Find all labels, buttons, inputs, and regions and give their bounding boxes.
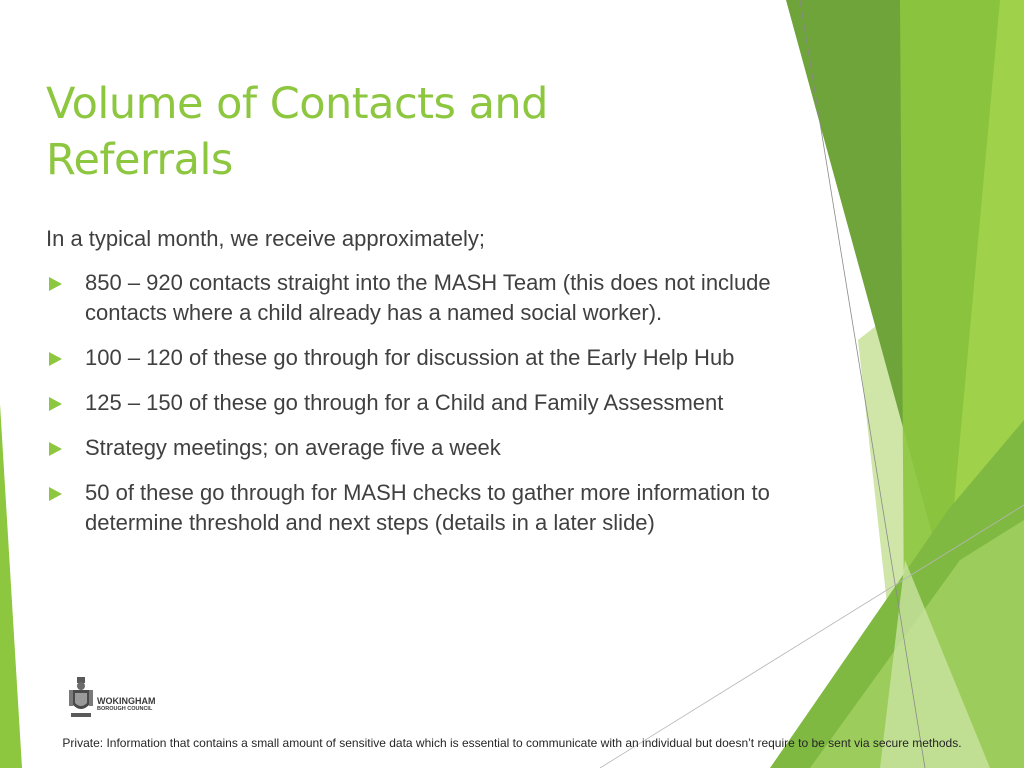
- bullet-text: 850 – 920 contacts straight into the MASH Team (this does not include contacts where a child already has a named social worker).: [85, 270, 771, 325]
- intro-text: In a typical month, we receive approximately;: [46, 226, 485, 251]
- council-logo: [68, 676, 158, 722]
- slide-title: Volume of Contacts and Referrals: [46, 79, 548, 185]
- list-item: [46, 268, 836, 328]
- bullet-text: 50 of these go through for MASH checks to gather more information to determine threshold and next steps (details in a later slide): [85, 480, 770, 535]
- bullet-list: [46, 268, 836, 553]
- triangle-bullet-icon: [49, 277, 62, 291]
- list-item: [46, 433, 836, 463]
- left-edge-shape: [0, 404, 22, 768]
- list-item: [46, 343, 836, 373]
- logo-line-2: BOROUGH COUNCIL: [97, 706, 153, 712]
- bullet-text: 100 – 120 of these go through for discussion at the Early Help Hub: [85, 345, 735, 370]
- council-crest-icon: [68, 676, 94, 722]
- privacy-footer: Private: Information that contains a small amount of sensitive data which is essential to communicate with an individual but doesn’t require to be sent via secure methods.: [62, 736, 962, 750]
- logo-line-1: WOKINGHAM: [97, 696, 156, 706]
- list-item: [46, 388, 836, 418]
- logo-wordmark: [97, 696, 156, 713]
- list-item: [46, 478, 836, 538]
- triangle-bullet-icon: [49, 442, 62, 456]
- triangle-bullet-icon: [49, 352, 62, 366]
- bullet-text: Strategy meetings; on average five a week: [85, 435, 501, 460]
- triangle-bullet-icon: [49, 487, 62, 501]
- triangle-bullet-icon: [49, 397, 62, 411]
- bullet-text: 125 – 150 of these go through for a Child and Family Assessment: [85, 390, 724, 415]
